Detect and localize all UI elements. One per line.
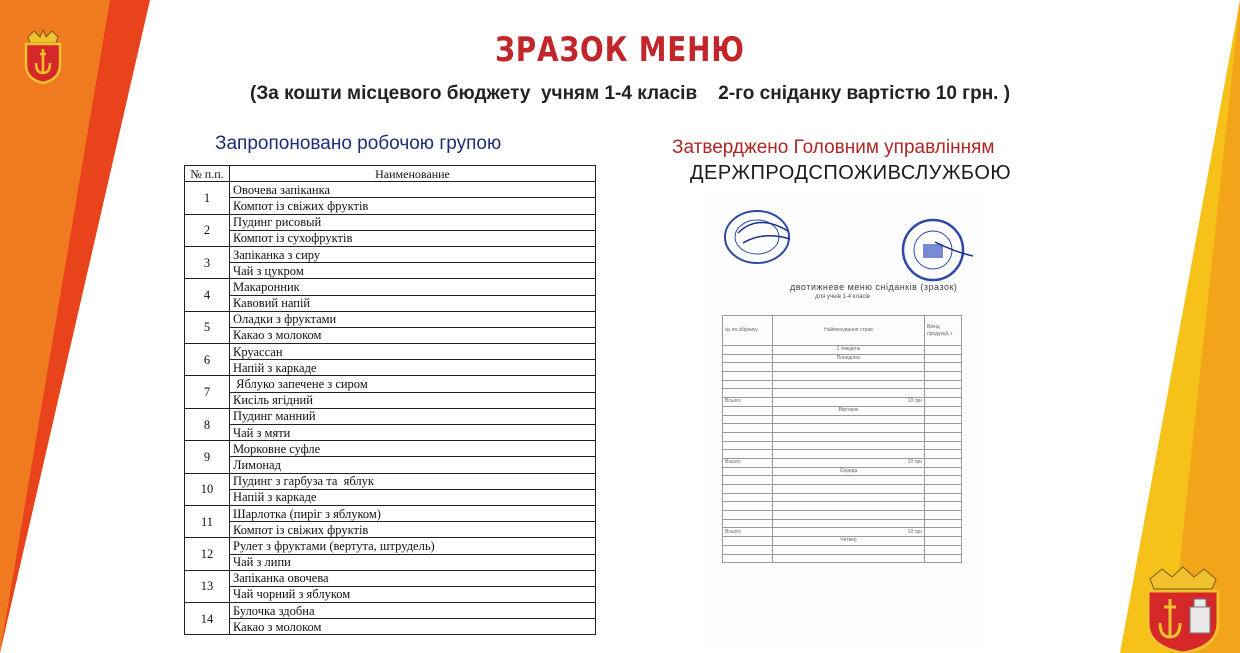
- table-row: [185, 505, 596, 521]
- dish-name: Компот із свіжих фруктів: [230, 522, 596, 538]
- menu-table-body: [185, 182, 596, 635]
- dish-name: Лимонад: [230, 457, 596, 473]
- table-row: [185, 586, 596, 602]
- scan-table: [722, 315, 962, 563]
- scan-day-1: Понеділок: [773, 354, 925, 363]
- dish-name: Пудинг рисовый: [230, 214, 596, 230]
- page-subtitle: (За кошти місцевого бюджету учням 1-4 класів 2-го сніданку вартістю 10 грн. ): [250, 83, 1011, 104]
- table-row: [185, 457, 596, 473]
- row-number: 1: [185, 182, 230, 214]
- dish-name: Морковне суфле: [230, 441, 596, 457]
- page-title: ЗРАЗОК МЕНЮ: [495, 30, 745, 70]
- dish-name: Запіканка овочева: [230, 570, 596, 586]
- row-number: 2: [185, 214, 230, 246]
- column-header-name: Наименование: [230, 166, 596, 182]
- dish-name: Компот із свіжих фруктів: [230, 198, 596, 214]
- coat-of-arms-large-icon: [1140, 565, 1226, 653]
- table-header-row: [185, 166, 596, 182]
- table-row: [185, 603, 596, 619]
- proposed-by-heading: Запропоновано робочою групою: [215, 133, 502, 154]
- dish-name: Кавовий напій: [230, 295, 596, 311]
- dish-name: Чай з липи: [230, 554, 596, 570]
- dish-name: Шарлотка (пиріг з яблуком): [230, 505, 596, 521]
- scan-total-1: Всього: [725, 398, 741, 405]
- right-yellow-band-inner: [1170, 0, 1240, 653]
- dish-name: Яблуко запечене з сиром: [230, 376, 596, 392]
- table-row: [185, 198, 596, 214]
- row-number: 10: [185, 473, 230, 505]
- scan-day-3: Середа: [773, 467, 925, 476]
- row-number: 9: [185, 441, 230, 473]
- table-row: [185, 360, 596, 376]
- left-orange-band-inner: [0, 0, 110, 653]
- table-row: [185, 344, 596, 360]
- scan-col1: № по збірнику: [723, 316, 773, 346]
- table-row: [185, 230, 596, 246]
- stamp-left-icon: [718, 203, 796, 267]
- scan-total-value-2: 10 грн: [773, 458, 925, 467]
- dish-name: Чай з мяти: [230, 425, 596, 441]
- table-row: [185, 182, 596, 198]
- scan-day-2: Вівторок: [773, 406, 925, 415]
- coat-of-arms-icon: [20, 27, 66, 85]
- table-row: [185, 570, 596, 586]
- scan-title: двотижневе меню сніданків (зразок): [790, 282, 958, 292]
- row-number: 4: [185, 279, 230, 311]
- table-row: [185, 538, 596, 554]
- table-row: [185, 425, 596, 441]
- row-number: 8: [185, 408, 230, 440]
- dish-name: Компот із сухофруктів: [230, 230, 596, 246]
- approved-by-authority: ДЕРЖПРОДСПОЖИВСЛУЖБОЮ: [690, 162, 1012, 184]
- dish-name: Оладки з фруктами: [230, 311, 596, 327]
- table-row: [185, 392, 596, 408]
- scan-total-value-1: 10 грн: [773, 398, 925, 407]
- row-number: 5: [185, 311, 230, 343]
- row-number: 12: [185, 538, 230, 570]
- dish-name: Какао з молоком: [230, 327, 596, 343]
- table-row: [185, 376, 596, 392]
- scan-subtitle: для учнів 1-4 класів: [815, 294, 870, 300]
- dish-name: Рулет з фруктами (вертута, штрудель): [230, 538, 596, 554]
- dish-name: Напій з каркаде: [230, 489, 596, 505]
- scan-day-4: Четвер: [773, 537, 925, 546]
- dish-name: Булочка здобна: [230, 603, 596, 619]
- table-row: [185, 441, 596, 457]
- row-number: 6: [185, 344, 230, 376]
- scan-total-3: Всього: [725, 528, 741, 535]
- dish-name: Пудинг манний: [230, 408, 596, 424]
- dish-name: Овочева запіканка: [230, 182, 596, 198]
- dish-name: Круассан: [230, 344, 596, 360]
- column-header-num: № п.п.: [185, 166, 230, 182]
- table-row: [185, 408, 596, 424]
- row-number: 13: [185, 570, 230, 602]
- table-row: [185, 554, 596, 570]
- dish-name: Макаронник: [230, 279, 596, 295]
- scan-week: 1 тиждень: [773, 346, 925, 355]
- table-row: [185, 214, 596, 230]
- table-row: [185, 263, 596, 279]
- menu-table: [184, 165, 596, 635]
- dish-name: Какао з молоком: [230, 619, 596, 635]
- dish-name: Напій з каркаде: [230, 360, 596, 376]
- scan-total-2: Всього: [725, 459, 741, 466]
- scan-total-value-3: 10 грн: [773, 528, 925, 537]
- scan-col3: Вихід продукції, г: [925, 316, 962, 346]
- row-number: 14: [185, 603, 230, 635]
- dish-name: Чай з цукром: [230, 263, 596, 279]
- table-row: [185, 327, 596, 343]
- table-row: [185, 295, 596, 311]
- dish-name: Пудинг з гарбуза та яблук: [230, 473, 596, 489]
- dish-name: Чай чорний з яблуком: [230, 586, 596, 602]
- table-row: [185, 311, 596, 327]
- table-row: [185, 522, 596, 538]
- table-row: [185, 246, 596, 262]
- row-number: 3: [185, 246, 230, 278]
- stamp-right-icon: [895, 212, 975, 284]
- table-row: [185, 619, 596, 635]
- dish-name: Запіканка з сиру: [230, 246, 596, 262]
- row-number: 7: [185, 376, 230, 408]
- row-number: 11: [185, 505, 230, 537]
- scan-col2: Найменування страв: [773, 316, 925, 346]
- dish-name: Кисіль ягідний: [230, 392, 596, 408]
- table-row: [185, 279, 596, 295]
- table-row: [185, 489, 596, 505]
- table-row: [185, 473, 596, 489]
- approved-by-heading: Затверджено Головним управлінням: [672, 137, 995, 158]
